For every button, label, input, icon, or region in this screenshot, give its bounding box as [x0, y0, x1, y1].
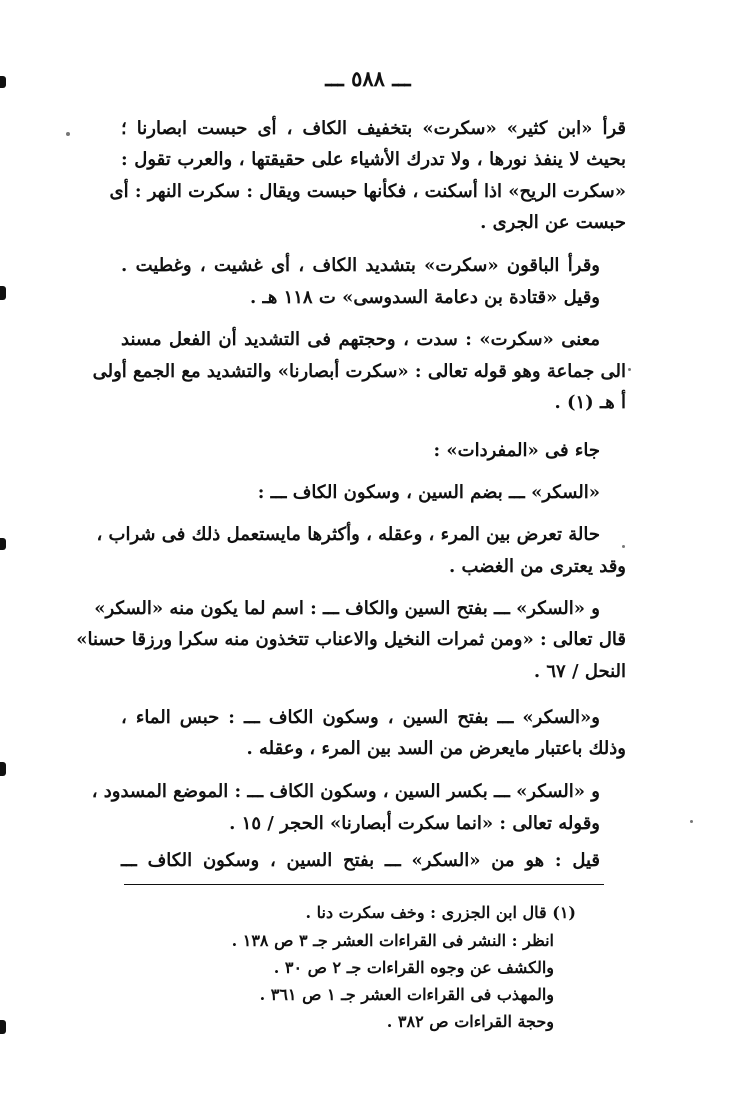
scan-speck: [66, 132, 70, 136]
body-line: النحل / ٦٧ .: [533, 661, 626, 682]
scan-edge-mark: [0, 762, 6, 776]
body-line: و «السكر» ـــ بكسر السين ، وسكون الكاف ـــ : الموضع المسدود ،: [91, 781, 600, 802]
scan-speck: [690, 820, 693, 823]
body-line: قال تعالى : «ومن ثمرات النخيل والاعناب تتخذون منه سكرا ورزقا حسنا»: [76, 629, 626, 650]
section-heading: جاء فى «المفردات» :: [433, 440, 600, 461]
body-line: وذلك باعتبار مايعرض من السد بين المرء ، وعقله .: [246, 738, 626, 759]
scan-speck: [628, 368, 631, 371]
body-line: معنى «سكرت» : سدت ، وحجتهم فى التشديد أن الفعل مسند: [121, 329, 600, 350]
scan-edge-mark: [0, 1020, 6, 1034]
body-line: أ هـ (١) .: [554, 392, 626, 413]
footnote-line: انظر : النشر فى القراءات العشر جـ ٣ ص ١٣٨ .: [231, 931, 554, 950]
body-line: قرأ «ابن كثير» «سكرت» بتخفيف الكاف ، أى حبست ابصارنا ؛: [121, 118, 626, 139]
page-number: ـــ ٥٨٨ ـــ: [325, 66, 411, 91]
footnote-divider: [124, 884, 604, 885]
body-line: وقرأ الباقون «سكرت» بتشديد الكاف ، أى غشيت ، وغطيت .: [121, 255, 600, 276]
body-line: و«السكر» ـــ بفتح السين ، وسكون الكاف ـــ : حبس الماء ،: [121, 707, 600, 728]
scan-edge-mark: [0, 538, 6, 550]
footnote-line: والمهذب فى القراءات العشر جـ ١ ص ٣٦١ .: [259, 985, 554, 1004]
body-line: «السكر» ـــ بضم السين ، وسكون الكاف ـــ :: [257, 482, 600, 503]
body-line: بحيث لا ينفذ نورها ، ولا تدرك الأشياء على حقيقتها ، والعرب تقول :: [121, 149, 626, 170]
body-line: وقوله تعالى : «انما سكرت أبصارنا» الحجر / ١٥ .: [229, 813, 600, 834]
scan-edge-mark: [0, 286, 6, 300]
body-line: قيل : هو من «السكر» ـــ بفتح السين ، وسكون الكاف ـــ: [121, 850, 600, 871]
body-line: «سكرت الريح» اذا أسكنت ، فكأنها حبست ويقال : سكرت النهر : أى: [109, 181, 626, 202]
scan-edge-mark: [0, 76, 6, 88]
body-line: وقيل «قتادة بن دعامة السدوسى» ت ١١٨ هـ .: [250, 287, 600, 308]
footnote-line: والكشف عن وجوه القراءات جـ ٢ ص ٣٠ .: [273, 958, 554, 977]
body-line: حالة تعرض بين المرء ، وعقله ، وأكثرها مايستعمل ذلك فى شراب ،: [96, 524, 600, 545]
body-line: وقد يعترى من الغضب .: [448, 556, 626, 577]
footnote-line: وحجة القراءات ص ٣٨٢ .: [386, 1012, 554, 1031]
body-line: الى جماعة وهو قوله تعالى : «سكرت أبصارنا» والتشديد مع الجمع أولى: [92, 361, 626, 382]
body-line: و «السكر» ـــ بفتح السين والكاف ـــ : اسم لما يكون منه «السكر»: [94, 598, 600, 619]
scan-speck: [622, 545, 625, 548]
footnote-line: (١) قال ابن الجزرى : وخف سكرت دنا .: [305, 903, 576, 922]
body-line: حبست عن الجرى .: [480, 212, 626, 233]
